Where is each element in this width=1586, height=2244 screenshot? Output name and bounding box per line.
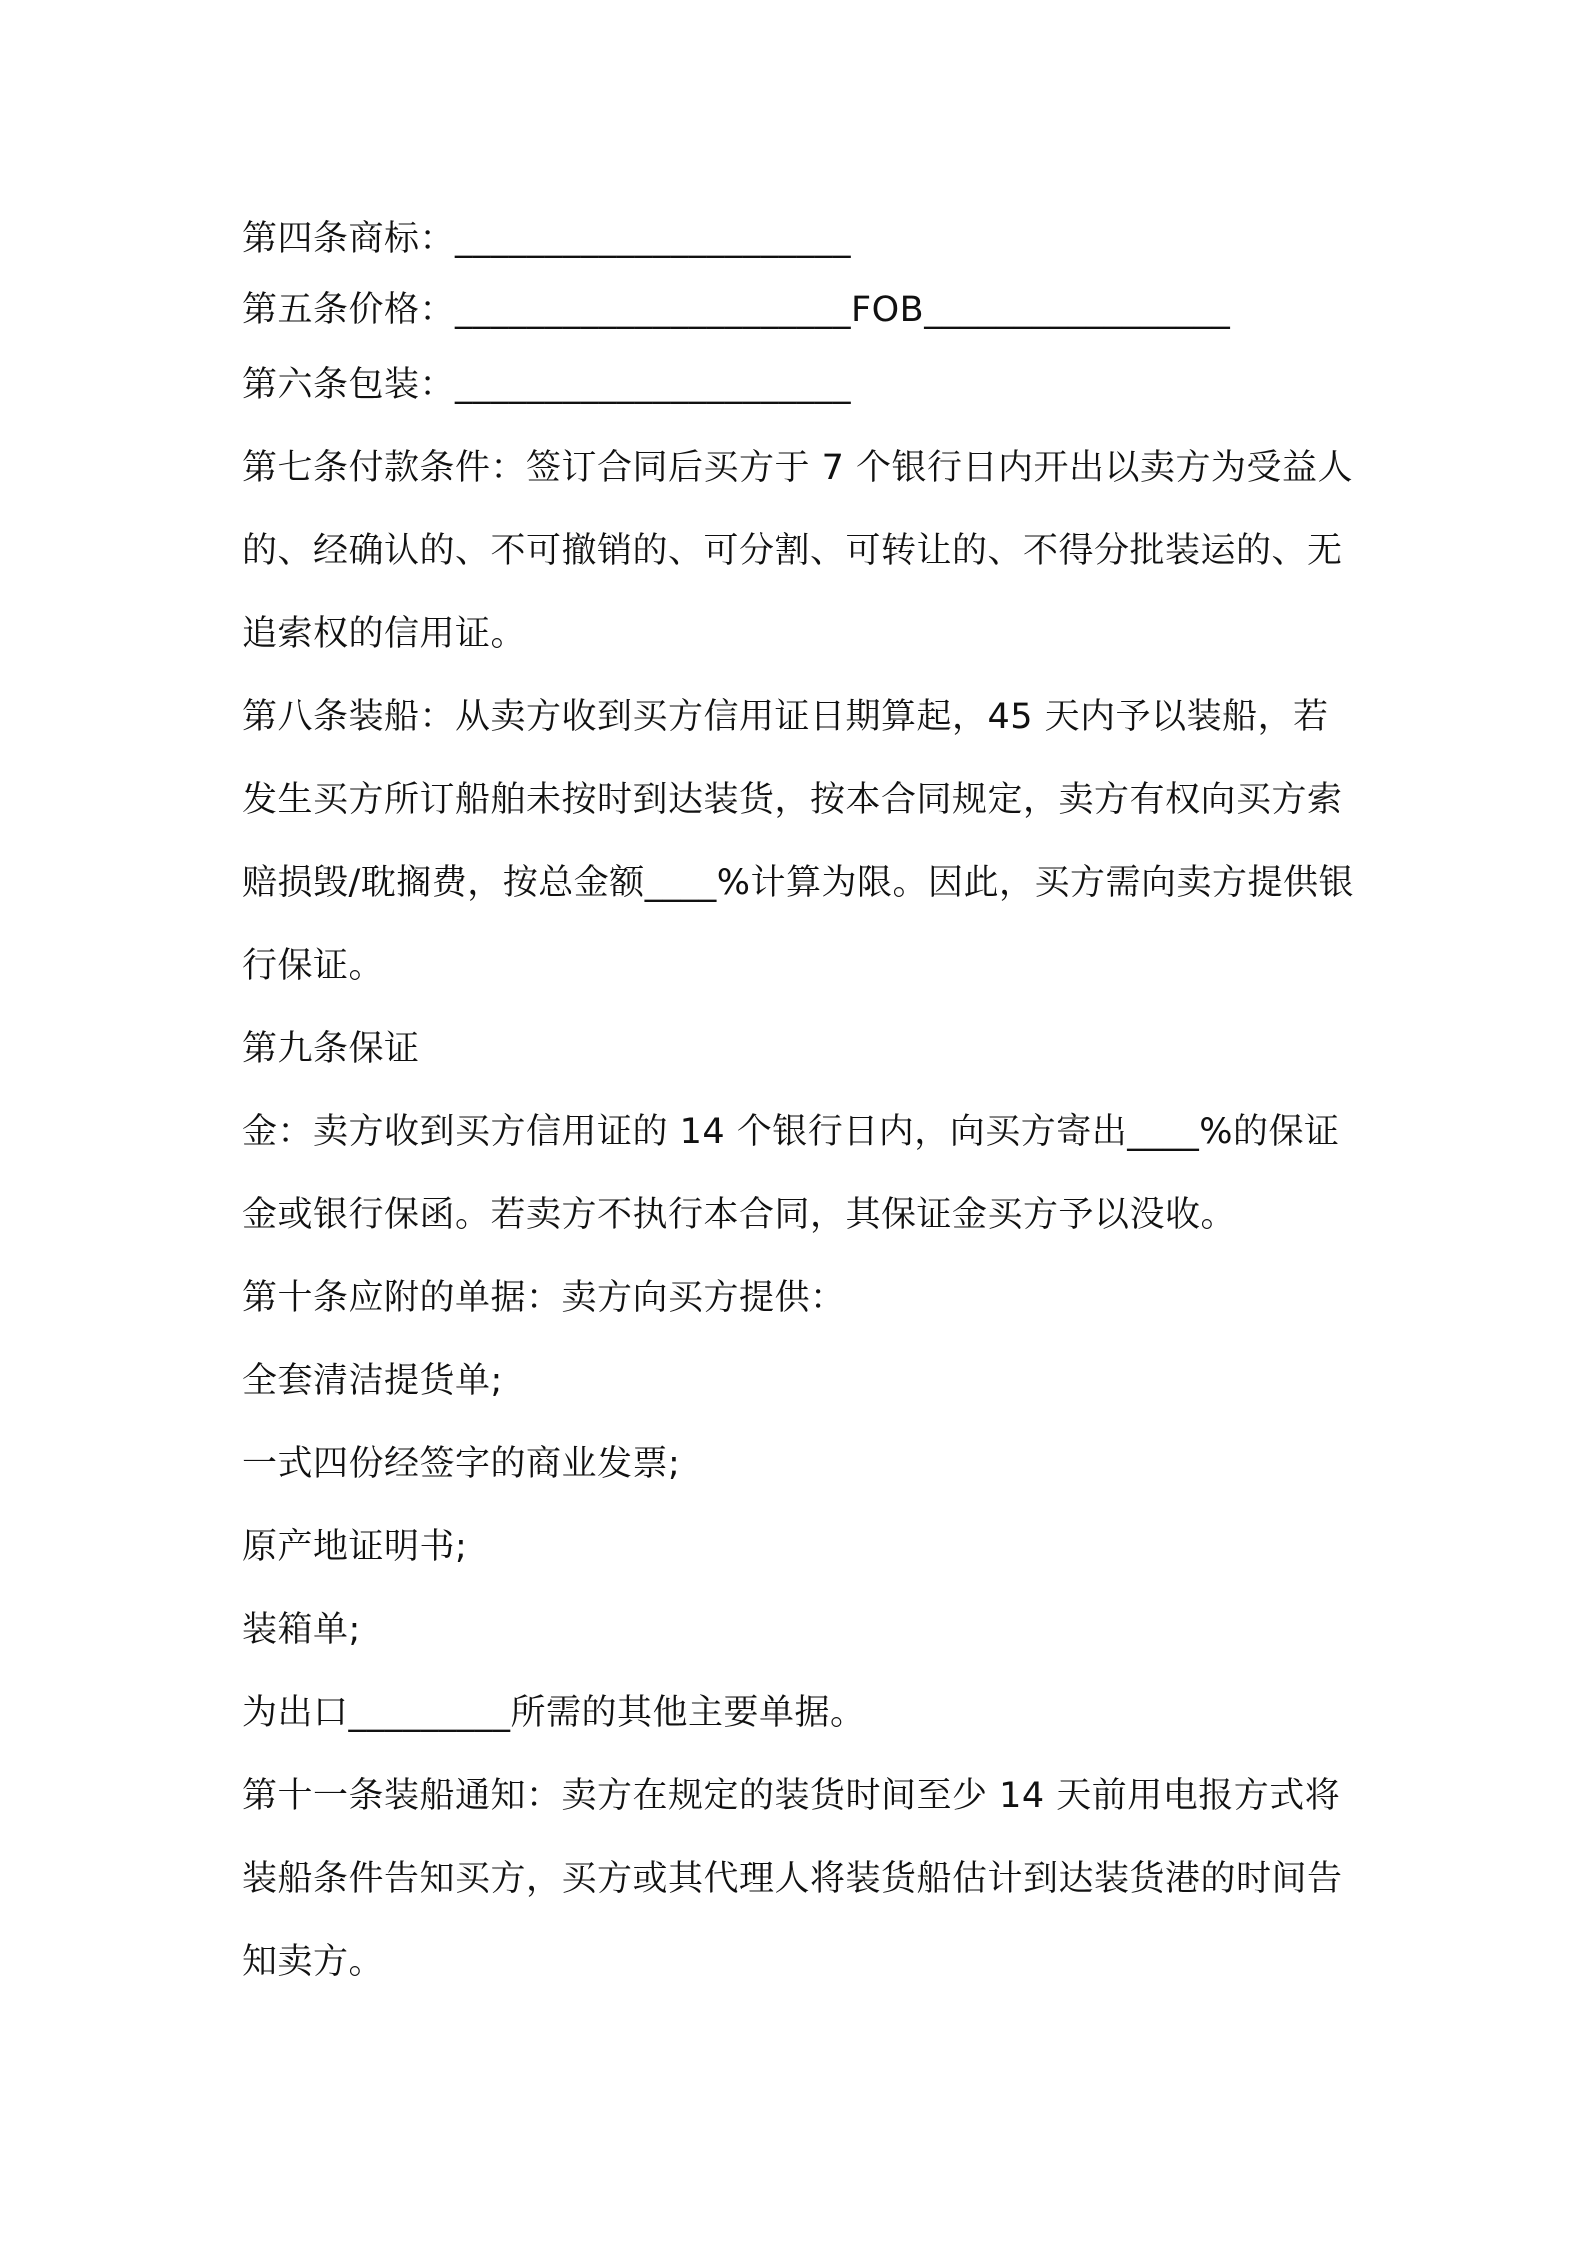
article-4-trademark: 第四条商标：______________________ [242, 219, 852, 259]
article-8-shipment: 第八条装船：从卖方收到买方信用证日期算起，45 天内予以装船，若发生买方所订船舶未按时到达装货，按本合同规定，卖方有权向买方索赔损毁/耽搁费，按总金额____%计算为限。因此，买方需向卖方提供银行保证。 [242, 697, 1355, 986]
document-item-other: 为出口_________所需的其他主要单据。 [242, 1693, 866, 1733]
article-7-payment-terms: 第七条付款条件：签订合同后买方于 7 个银行日内开出以卖方为受益人的、经确认的、不可撤销的、可分割、可转让的、不得分批装运的、无追索权的信用证。 [242, 448, 1354, 654]
article-9-guarantee-heading: 第九条保证 [242, 1029, 420, 1069]
article-10-documents: 第十条应附的单据：卖方向买方提供： [242, 1278, 846, 1318]
article-6-packing: 第六条包装：______________________ [242, 365, 852, 405]
article-5-price: 第五条价格：______________________FOB_________________ [242, 290, 1231, 330]
document-item-bill-of-lading: 全套清洁提货单; [242, 1361, 503, 1401]
document-item-packing-list: 装箱单; [242, 1610, 361, 1650]
contract-body [242, 198, 1362, 2004]
article-9-guarantee-body: 金：卖方收到买方信用证的 14 个银行日内，向买方寄出____%的保证金或银行保函。若卖方不执行本合同，其保证金买方予以没收。 [242, 1112, 1340, 1235]
article-11-shipment-notice: 第十一条装船通知：卖方在规定的装货时间至少 14 天前用电报方式将装船条件告知买方，买方或其代理人将装货船估计到达装货港的时间告知卖方。 [242, 1776, 1343, 1982]
document-item-commercial-invoice: 一式四份经签字的商业发票; [242, 1444, 681, 1484]
document-item-certificate-of-origin: 原产地证明书; [242, 1527, 468, 1567]
